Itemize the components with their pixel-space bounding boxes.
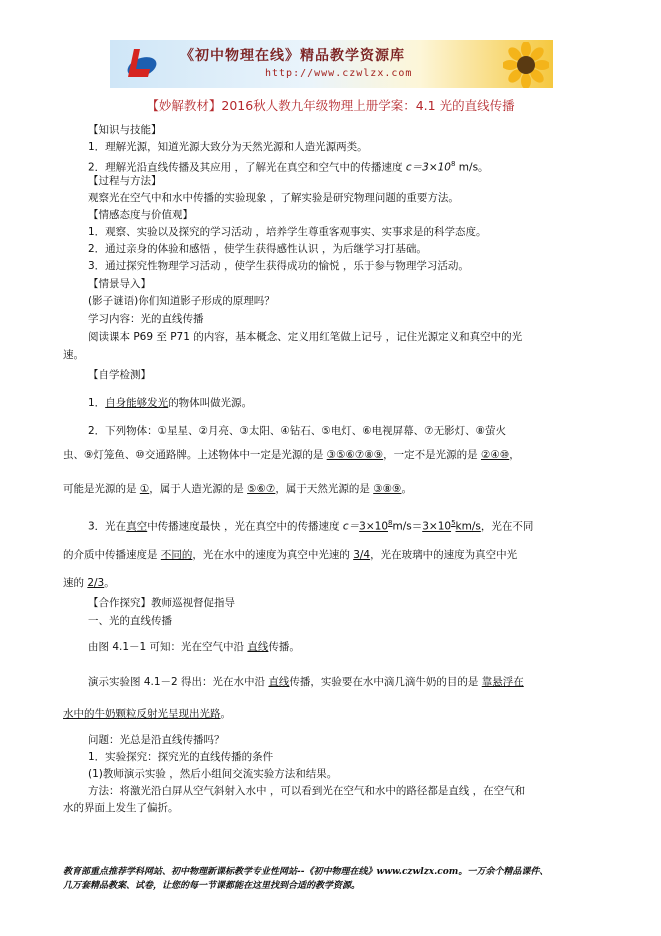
cooperate-subheading: 一、光的直线传播 (88, 615, 172, 627)
cooperate-method: 方法：将激光沿白屏从空气斜射入水中 ，可以看到光在空气和水中的路径都是直线 ，在空气和 (88, 785, 526, 797)
section-heading-process: 【过程与方法】 (88, 175, 162, 187)
attitude-item-1: 1．观察、实验以及探究的学习活动 ，培养学生尊重客观事实、实事求是的科学态度。 (88, 226, 487, 238)
section-heading-selfcheck: 【自学检测】 (88, 369, 151, 381)
selfcheck-q3-line2: 的介质中传播速度是 不同的，光在水中的速度为真空中光速的 3/4，光在玻璃中的速度为真空中光 (63, 549, 518, 561)
selfcheck-q1: 1．自身能够发光的物体叫做光源。 (88, 397, 253, 409)
intro-riddle: (影子谜语)你们知道影子形成的原理吗？ (88, 295, 275, 307)
selfcheck-q2-line3: 可能是光源的是 ①，属于人造光源的是 ⑤⑥⑦，属于天然光源的是 ③⑧⑨。 (63, 483, 412, 495)
footer-line-1: 教育部重点推荐学科网站、初中物理新课标教学专业性网站--《初中物理在线》www.czwlzx.com。一万余个精品课件、 (63, 867, 549, 877)
site-logo-icon (120, 43, 160, 83)
banner-title: 《初中物理在线》精品教学资源库 (180, 48, 405, 64)
attitude-item-3: 3．通过探究性物理学习活动 ，使学生获得成功的愉悦 ，乐于参与物理学习活动。 (88, 260, 469, 272)
process-item-1: 观察光在空气中和水中传播的实验现象 ，了解实验是研究物理问题的重要方法。 (88, 192, 459, 204)
cooperate-experiment: 1．实验探究：探究光的直线传播的条件 (88, 751, 274, 763)
intro-reading-cont: 速。 (63, 349, 84, 361)
cooperate-question: 问题：光总是沿直线传播吗？ (88, 734, 225, 746)
page-title: 【妙解教材】2016秋人教九年级物理上册学案：4.1 光的直线传播 (146, 98, 515, 113)
attitude-item-2: 2．通过亲身的体验和感悟 ，使学生获得感性认识 ，为后继学习打基础。 (88, 243, 427, 255)
section-heading-knowledge: 【知识与技能】 (88, 124, 162, 136)
selfcheck-q3-line1: 3．光在真空中传播速度最快 ，光在真空中的传播速度 $c=3\times 10^8m/s=3\times 10^5km/s$，光在不同 (88, 519, 534, 533)
selfcheck-q3-line3: 速的 2/3。 (63, 577, 115, 589)
header-banner (110, 40, 553, 88)
selfcheck-q2-line1: 2．下列物体：①星星、②月亮、③太阳、④钻石、⑤电灯、⑥电视屏幕、⑦无影灯、⑧萤火 (88, 425, 506, 437)
footer-line-2: 几万套精品教案、试卷，让您的每一节课都能在这里找到合适的教学资源。 (63, 881, 361, 891)
section-heading-intro: 【情景导入】 (88, 278, 151, 290)
intro-reading: 阅读课本 P69 至 P71 的内容，基本概念、定义用红笔做上记号 ，记住光源定义和真空中的光 (88, 331, 523, 343)
banner-url: http://www.czwlzx.com (265, 68, 413, 79)
cooperate-p1: 由图 4.1－1 可知：光在空气中沿 直线传播。 (88, 641, 300, 653)
cooperate-demo: (1)教师演示实验 ，然后小组间交流实验方法和结果。 (88, 768, 338, 780)
cooperate-p2-line2: 水中的牛奶颗粒反射光呈现出光路。 (63, 708, 231, 720)
section-heading-cooperate: 【合作探究】教师巡视督促指导 (88, 597, 235, 609)
cooperate-p2-line1: 演示实验图 4.1－2 得出：光在水中沿 直线传播，实验要在水中滴几滴牛奶的目的是 靠悬浮在 (88, 676, 524, 688)
knowledge-item-2: 2．理解光沿直线传播及其应用 ，了解光在真空和空气中的传播速度 $c=3\times 10^8$ m/s。 (88, 160, 489, 174)
selfcheck-q2-line2: 虫、⑨灯笼鱼、⑩交通路牌。上述物体中一定是光源的是 ③⑤⑥⑦⑧⑨，一定不是光源的是 ②④⑩， (63, 449, 520, 461)
knowledge-item-1: 1．理解光源，知道光源大致分为天然光源和人造光源两类。 (88, 141, 368, 153)
sunflower-icon (503, 42, 549, 88)
intro-content: 学习内容：光的直线传播 (88, 313, 204, 325)
section-heading-attitude: 【情感态度与价值观】 (88, 209, 193, 221)
cooperate-method-cont: 水的界面上发生了偏折。 (63, 802, 179, 814)
